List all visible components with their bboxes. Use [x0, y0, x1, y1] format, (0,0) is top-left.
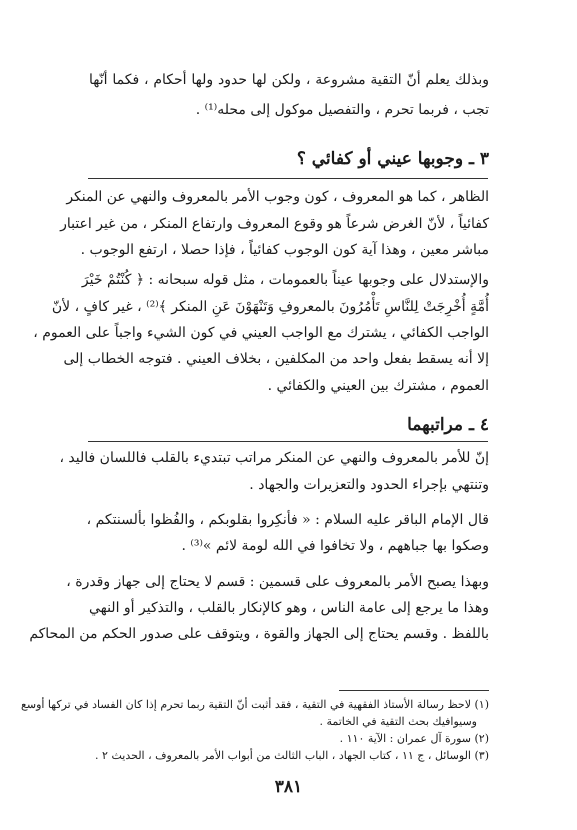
footnote-line: (٣) الوسائل ، ج ١١ ، كتاب الجهاد ، الباب الثالث من أبواب الأمر بالمعروف ، الحديث ٢ . [95, 749, 489, 762]
paragraph-line: إنّ للأمر بالمعروف والنهي عن المنكر مراتب تبتديء بالقلب فاللسان فاليد ، [59, 450, 489, 466]
paragraph-line: وهذا ما يرجع إلى عامة الناس ، وهو كالإنكار بالقلب ، والتذكير أو النهي [88, 600, 489, 616]
heading-underline [88, 178, 488, 179]
paragraph-line: باللفظ . وقسم يحتاج إلى الجهاز والقوة ، ويتوقف على صدور الحكم من المحاكم [29, 626, 489, 642]
paragraph-line: العموم ، مشترك بين العيني والكفائي . [267, 378, 489, 394]
paragraph-line: الواجب الكفائي ، يشترك مع الواجب العيني في كون الشيء واجباً على العموم ، [33, 325, 489, 341]
footnote-line: (١) لاحظ رسالة الأستاذ الفقهية في التقية ، فقد أثبت أنّ التقية ربما تحرم إذا كان الفساد في تركها أوسع [21, 698, 489, 711]
paragraph-line: مباشر معين ، وهذا آية كون الوجوب كفائياً ، فإذا حصلا ، ارتفع الوجوب . [80, 242, 489, 258]
paragraph-line: وصكوا بها جباههم ، ولا تخافوا في الله لومة لائم »⁽³⁾ . [181, 538, 489, 554]
paragraph-line: وتنتهي بإجراء الحدود والتعزيرات والجهاد . [249, 477, 489, 493]
paragraph-line: إلا أنه يسقط بفعل واحد من المكلفين ، بخلاف العيني . فتوجه الخطاب إلى [63, 351, 489, 367]
page-number: ٣٨١ [274, 777, 303, 797]
paragraph-line: وبذلك يعلم أنّ التقية مشروعة ، ولكن لها حدود ولها أحكام ، فكما أنّها [89, 72, 489, 88]
paragraph-line: وبهذا يصبح الأمر بالمعروف على قسمين : قسم لا يحتاج إلى جهاز وقدرة ، [66, 574, 489, 590]
paragraph-line: قال الإمام الباقر عليه السلام : « فأنكِروا بقلوبكم ، والفُظوا بألسنتكم ، [86, 512, 489, 528]
paragraph-line: أُمَّةٍ أُخْرِجَتْ لِلنَّاسِ تَأْمُرُونَ بالمعروفِ وَتَنْهَوْنَ عَنِ المنكر ﴾⁽²⁾ ، غير كافٍ ، لأنّ [51, 299, 489, 315]
paragraph-line: والإستدلال على وجوبها عيناً بالعمومات ، مثل قوله سبحانه : ﴿ كُنْتُمْ خَيْرَ [81, 272, 489, 288]
paragraph-line: تجب ، فربما تحرم ، والتفصيل موكول إلى محله⁽¹⁾ . [195, 102, 489, 118]
footnote-line: وسيوافيك بحث التقية في الخاتمة . [319, 715, 477, 728]
heading-underline [88, 441, 488, 442]
section-heading: ٣ ـ وجوبها عيني أو كفائي ؟ [296, 149, 489, 169]
section-heading: ٤ ـ مراتبهما [407, 415, 489, 435]
paragraph-line: كفائياً ، لأنّ الغرض شرعاً هو وقوع المعروف وارتفاع المنكر ، من غير اعتبار [60, 216, 489, 232]
paragraph-line: الظاهر ، كما هو المعروف ، كون وجوب الأمر بالمعروف والنهي عن المنكر [66, 189, 489, 205]
footnote-line: (٢) سورة آل عمران : الآية ١١٠ . [339, 732, 489, 745]
footnote-separator [339, 690, 489, 691]
